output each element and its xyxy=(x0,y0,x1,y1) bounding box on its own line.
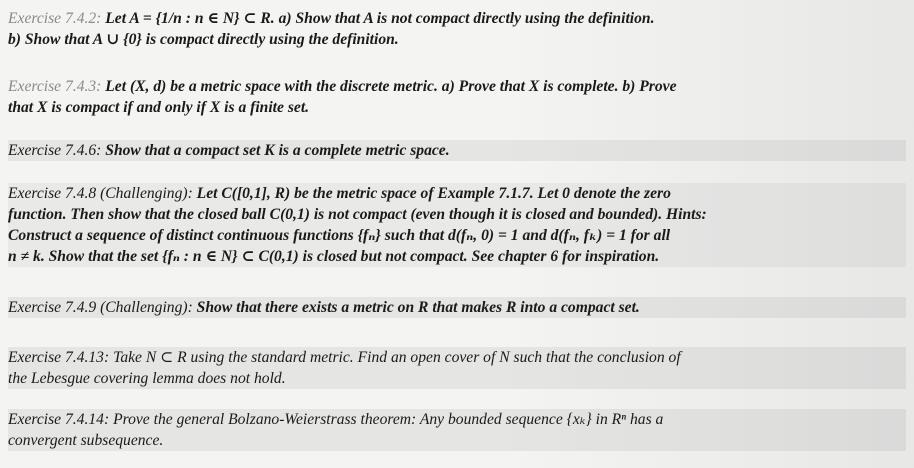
exercise-7-4-8 xyxy=(8,183,906,267)
exercise-text: function. Then show that the closed ball C(0,1) is not compact (even though it is closed and bounded). Hints: xyxy=(8,206,707,223)
exercise-label: Exercise 7.4.9 (Challenging): xyxy=(8,299,197,316)
exercise-text: convergent subsequence. xyxy=(8,432,164,449)
exercise-text: the Lebesgue covering lemma does not hold. xyxy=(8,370,286,387)
exercise-7-4-13 xyxy=(8,347,906,389)
exercise-7-4-14 xyxy=(8,409,906,451)
exercise-label: Exercise 7.4.8 (Challenging): xyxy=(8,185,197,202)
exercise-text: b) Show that A ∪ {0} is compact directly using the definition. xyxy=(8,31,399,48)
exercise-text: that X is compact if and only if X is a finite set. xyxy=(8,99,310,116)
exercise-label: Exercise 7.4.2: xyxy=(8,10,106,27)
exercise-label: Exercise 7.4.13: xyxy=(8,349,114,366)
exercise-7-4-2 xyxy=(8,8,906,50)
exercise-text: Let C([0,1], R) be the metric space of Example 7.1.7. Let 0 denote the zero xyxy=(196,185,671,202)
exercise-text: Show that a compact set K is a complete metric space. xyxy=(105,142,450,159)
exercise-7-4-6 xyxy=(8,140,906,161)
exercise-text: Let A = {1/n : n ∈ N} ⊂ R. a) Show that A is not compact directly using the definition. xyxy=(105,10,655,27)
exercise-7-4-3 xyxy=(8,76,906,118)
exercise-text: Construct a sequence of distinct continuous functions {fₙ} such that d(fₙ, 0) = 1 and d(fₙ, fₖ) = 1 for all xyxy=(8,227,671,244)
exercise-label: Exercise 7.4.14: xyxy=(8,411,114,428)
exercise-label: Exercise 7.4.6: xyxy=(8,142,106,159)
exercise-text: n ≠ k. Show that the set {fₙ : n ∈ N} ⊂ C(0,1) is closed but not compact. See chapter 6 for inspiration. xyxy=(8,248,660,265)
exercise-label: Exercise 7.4.3: xyxy=(8,78,106,95)
exercise-text: Let (X, d) be a metric space with the discrete metric. a) Prove that X is complete. b) Prove xyxy=(105,78,677,95)
exercise-text: Show that there exists a metric on R that makes R into a compact set. xyxy=(196,299,640,316)
exercise-text: Take N ⊂ R using the standard metric. Find an open cover of N such that the conclusion of xyxy=(113,349,681,366)
exercise-7-4-9 xyxy=(8,297,906,318)
exercise-text: Prove the general Bolzano-Weierstrass theorem: Any bounded sequence {xₖ} in Rⁿ has a xyxy=(113,411,664,428)
